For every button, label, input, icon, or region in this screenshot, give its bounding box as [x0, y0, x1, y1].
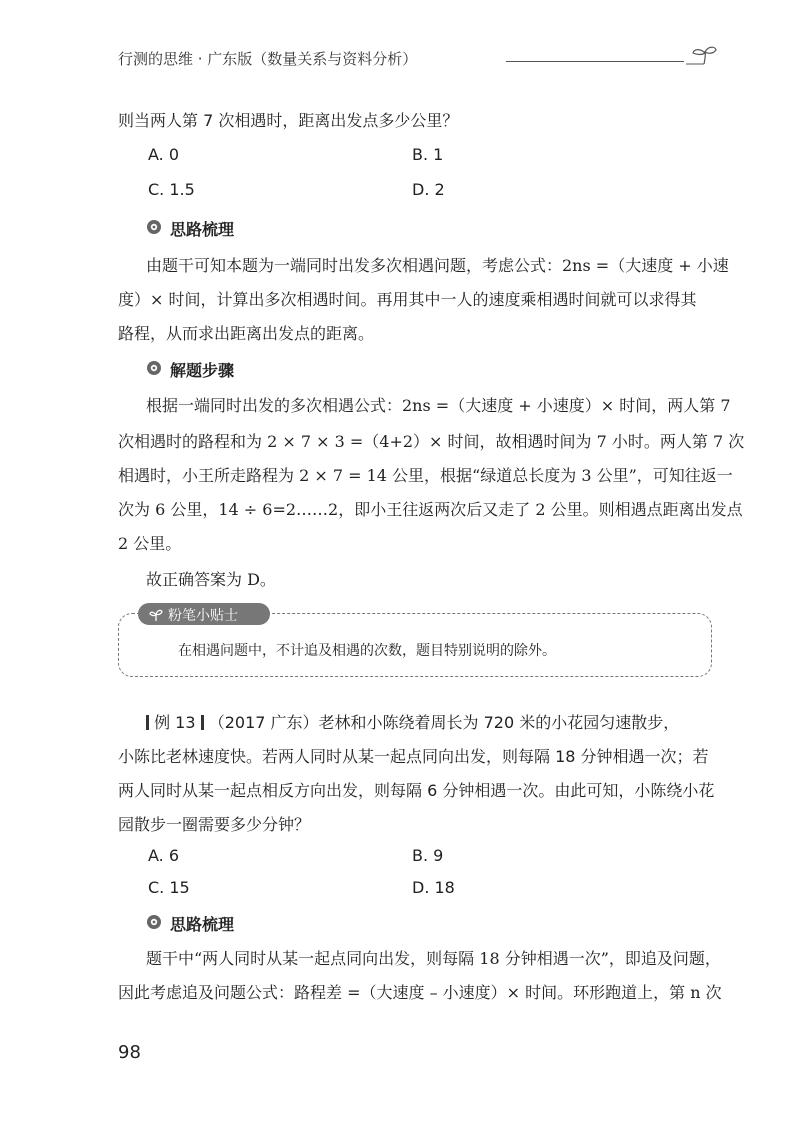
gear-icon: [146, 360, 162, 376]
paragraph-line: 题干中“两人同时从某一起点同向出发，则每隔 18 分钟相遇一次”，即追及问题，: [146, 949, 721, 968]
paragraph-line: 次为 6 公里，14 ÷ 6=2……2，即小王往返两次后又走了 2 公里。则相遇点距离出发点: [118, 500, 743, 519]
paragraph-line: 两人同时从某一起点相反方向出发，则每隔 6 分钟相遇一次。由此可知，小陈绕小花: [118, 781, 715, 800]
paragraph-line: 根据一端同时出发的多次相遇公式：2ns =（大速度 + 小速度）× 时间，两人第 7: [146, 396, 731, 415]
example-marker-right: [201, 715, 204, 730]
tip-label: 粉笔小贴士: [168, 608, 238, 624]
paragraph-line: 2 公里。: [118, 534, 182, 553]
example-marker-left: [146, 715, 149, 730]
answer-line: 故正确答案为 D。: [146, 570, 276, 589]
option-b: B. 9: [412, 846, 444, 865]
gear-icon: [146, 914, 162, 930]
example-stem: （2017 广东）老林和小陈绕着周长为 720 米的小花园匀速散步，: [208, 713, 680, 732]
sprout-icon: [148, 606, 164, 622]
example-number: 例 13: [154, 713, 196, 732]
option-d: D. 18: [412, 878, 455, 897]
tip-text: 在相遇问题中，不计追及相遇的次数，题目特别说明的除外。: [178, 643, 556, 659]
option-c: C. 15: [148, 878, 190, 897]
section-label: 思路梳理: [170, 220, 235, 239]
running-header: [118, 44, 718, 76]
example-heading-line: [146, 710, 679, 733]
tip-tab: [138, 603, 270, 625]
paragraph-line: 园散步一圈需要多少分钟？: [118, 815, 311, 834]
paragraph-line: 因此考虑追及问题公式：路程差 =（大速度 – 小速度）× 时间。环形跑道上，第 n 次: [118, 983, 722, 1002]
gear-icon: [146, 219, 162, 235]
section-label: 思路梳理: [170, 915, 235, 934]
option-c: C. 1.5: [148, 180, 195, 199]
option-b: B. 1: [412, 145, 444, 164]
paragraph-line: 小陈比老林速度快。若两人同时从某一起点同向出发，则每隔 18 分钟相遇一次；若: [118, 747, 709, 766]
page-number: 98: [118, 1042, 141, 1063]
header-title: 行测的思维 · 广东版（数量关系与资料分析）: [118, 50, 418, 68]
sprout-icon: [684, 44, 718, 70]
header-rule: [506, 61, 684, 62]
paragraph-line: 相遇时，小王所走路程为 2 × 7 = 14 公里，根据“绿道总长度为 3 公里”，可知往返一: [118, 466, 733, 485]
option-a: A. 6: [148, 846, 180, 865]
option-d: D. 2: [412, 180, 445, 199]
paragraph-line: 路程，从而求出距离出发点的距离。: [118, 324, 375, 343]
paragraph-line: 由题干可知本题为一端同时出发多次相遇问题，考虑公式：2ns =（大速度 + 小速: [146, 256, 729, 275]
question-stem: 则当两人第 7 次相遇时，距离出发点多少公里？: [118, 111, 459, 130]
paragraph-line: 次相遇时的路程和为 2 × 7 × 3 =（4+2）× 时间，故相遇时间为 7 小时。两人第 7 次: [118, 432, 745, 451]
section-label: 解题步骤: [170, 361, 235, 380]
option-a: A. 0: [148, 145, 180, 164]
paragraph-line: 度）× 时间，计算出多次相遇时间。再用其中一人的速度乘相遇时间就可以求得其: [118, 290, 697, 309]
